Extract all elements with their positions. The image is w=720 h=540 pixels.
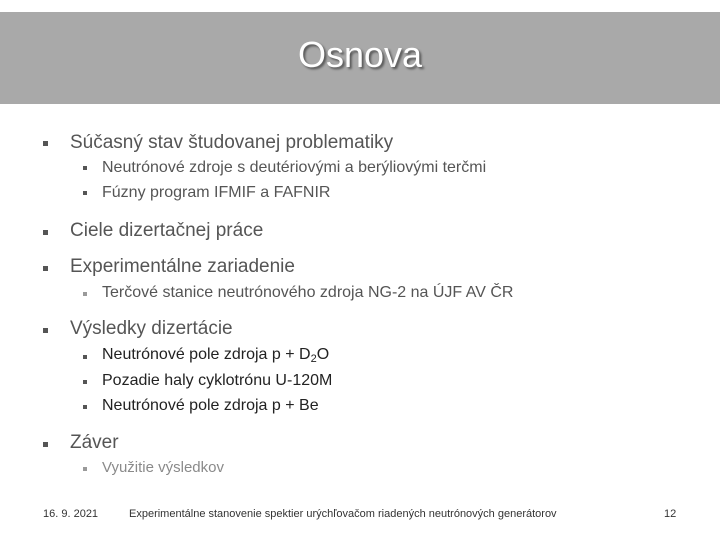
slide-title: Osnova (297, 34, 423, 75)
title-bar (0, 12, 720, 104)
footer-date: 16. 9. 2021 (43, 508, 99, 520)
sub-item-4-1: Neutrónové pole zdroja $p + D_2O$ (102, 346, 330, 365)
bullet-icon (83, 467, 87, 471)
bullet-icon (83, 191, 87, 195)
bullet-icon (43, 266, 48, 271)
bullet-icon (83, 380, 87, 384)
sub-item-4-3: Neutrónové pole zdroja p + Be (102, 397, 319, 414)
bullet-icon (43, 230, 48, 235)
page-number: 12 (664, 508, 677, 520)
bullet-icon (43, 442, 48, 447)
footer-title: Experimentálne stanovenie spektier urýchľovačom riadených neutrónových generátorov (129, 508, 557, 520)
bullet-icon (83, 292, 87, 296)
bullet-item-4: Výsledky dizertácie (70, 318, 233, 339)
sub-item-1-1: Neutrónové zdroje s deutériovými a berýliovými terčmi (102, 159, 487, 176)
sub-item-3-1: Terčové stanice neutrónového zdroja NG-2 na ÚJF AV ČR (102, 284, 514, 301)
bullet-icon (83, 166, 87, 170)
bullet-icon (83, 405, 87, 409)
sub-item-1-2: Fúzny program IFMIF a FAFNIR (102, 184, 331, 201)
sub-item-4-2: Pozadie haly cyklotrónu U-120M (102, 372, 333, 389)
bullet-item-2: Ciele dizertačnej práce (70, 220, 264, 241)
bullet-icon (83, 355, 87, 359)
bullet-item-3: Experimentálne zariadenie (70, 256, 295, 277)
bullet-icon (43, 328, 48, 333)
bullet-icon (43, 141, 48, 146)
bullet-item-5: Záver (70, 432, 119, 453)
sub-item-5-1: Využitie výsledkov (102, 459, 224, 476)
bullet-item-1: Súčasný stav študovanej problematiky (70, 132, 394, 153)
